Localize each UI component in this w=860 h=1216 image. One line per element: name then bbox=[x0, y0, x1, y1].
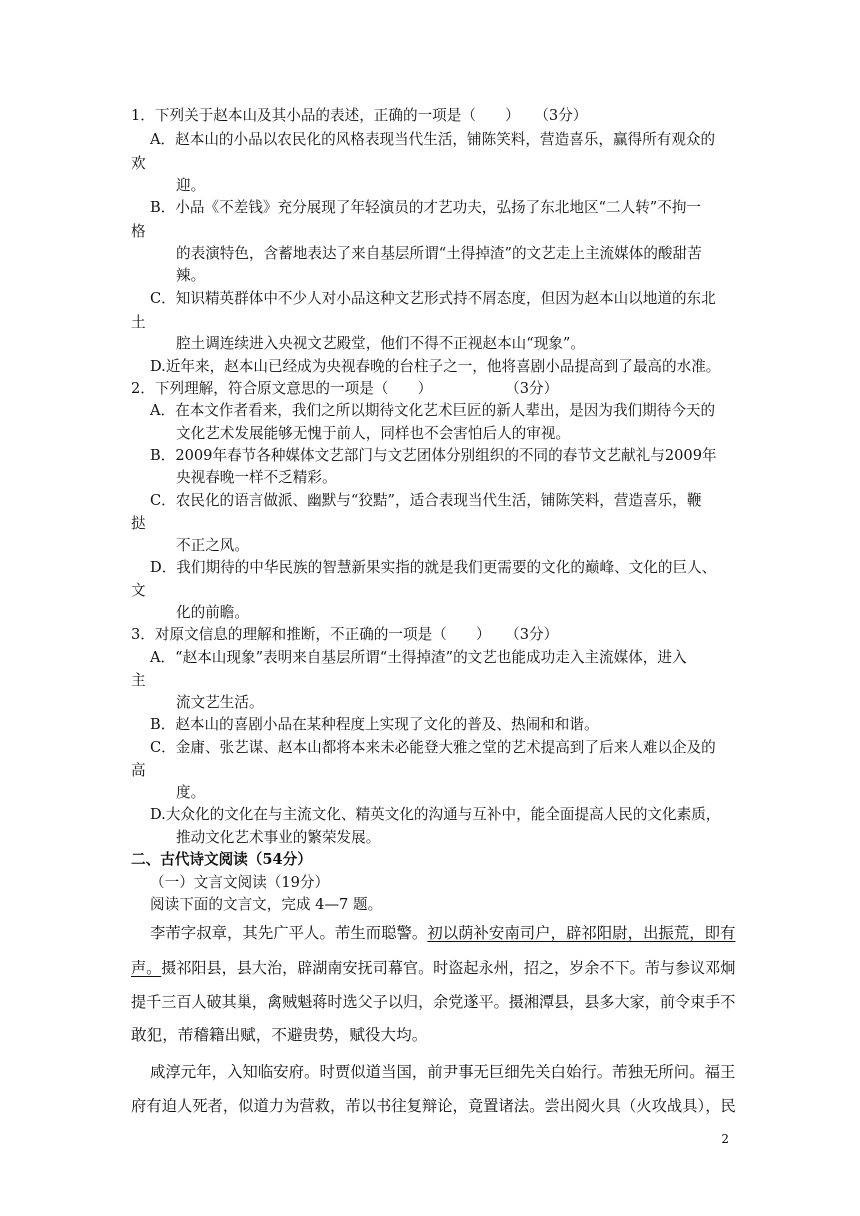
q1-option-a: A．赵本山的小品以农民化的风格表现当代生活，铺陈笑料，营造喜乐，赢得所有观众的 bbox=[150, 131, 716, 148]
underlined-sentence: 初以荫补安南司户，辟祁阳尉，出振荒，即有 bbox=[427, 924, 736, 942]
underlined-sentence-end: 声。 bbox=[131, 959, 162, 977]
q1-option-b-cont: 的表演特色，含蓄地表达了来自基层所谓“土得掉渣”的文艺走上主流媒体的酸甜苦 bbox=[176, 245, 702, 262]
page-number: 2 bbox=[721, 1132, 729, 1146]
q1-option-b-wrap: 格 bbox=[131, 223, 146, 240]
q1-option-c-cont: 腔土调连续进入央视文艺殿堂，他们不得不正视赵本山“现象”。 bbox=[176, 335, 585, 352]
question-3-stem: 3．对原文信息的理解和推断，不正确的一项是（ ） （3分） bbox=[131, 626, 559, 643]
q2-option-c-cont: 不正之风。 bbox=[176, 537, 249, 554]
q2-option-a: A．在本文作者看来，我们之所以期待文化艺术巨匠的新人辈出，是因为我们期待今天的 bbox=[150, 402, 716, 419]
q1-option-c: C．知识精英群体中不少人对小品这种文艺形式持不屑态度，但因为赵本山以地道的东北 bbox=[150, 290, 716, 307]
q1-option-d: D.近年来，赵本山已经成为央视春晚的台柱子之一，他将喜剧小品提高到了最高的水准。 bbox=[150, 358, 721, 375]
passage-text: 摄祁阳县，县大治，辟湖南安抚司幕官。时盗起永州，招之，岁余不下。芾与参议邓炯 bbox=[161, 959, 736, 977]
q2-option-b-cont: 央视春晚一样不乏精彩。 bbox=[176, 469, 337, 486]
q3-option-d: D.大众化的文化在与主流文化、精英文化的沟通与互补中，能全面提高人民的文化素质， bbox=[150, 806, 721, 823]
passage-text: 李芾字叔章，其先广平人。芾生而聪警。 bbox=[150, 924, 428, 942]
q3-option-a-cont: 流文艺生活。 bbox=[176, 694, 264, 711]
q3-option-c-cont: 度。 bbox=[176, 784, 206, 801]
subsection-heading: （一）文言文阅读（19分） bbox=[150, 874, 330, 891]
q1-option-a-cont: 迎。 bbox=[176, 177, 206, 194]
q2-option-d-cont: 化的前瞻。 bbox=[176, 604, 249, 621]
q2-option-c: C．农民化的语言做派、幽默与“狡黠”，适合表现当代生活，铺陈笑料，营造喜乐，鞭 bbox=[150, 492, 702, 509]
question-1-stem: 1．下列关于赵本山及其小品的表述，正确的一项是（ ） （3分） bbox=[131, 107, 588, 124]
q1-option-a-wrap: 欢 bbox=[131, 155, 146, 172]
passage-line bbox=[150, 923, 735, 943]
q2-option-b: B．2009年春节各种媒体文艺部门与文艺团体分别组织的不同的春节文艺献礼与2009年 bbox=[150, 447, 717, 464]
q3-option-d-cont: 推动文化艺术事业的繁荣发展。 bbox=[176, 829, 381, 846]
q3-option-c: C．金庸、张艺谋、赵本山都将本来未必能登大雅之堂的艺术提高到了后来人难以企及的 bbox=[150, 739, 716, 756]
q2-option-a-cont: 文化艺术发展能够无愧于前人，同样也不会害怕后人的审视。 bbox=[176, 425, 571, 442]
q1-option-b: B．小品《不差钱》充分展现了年轻演员的才艺功夫，弘扬了东北地区“二人转”不拘一 bbox=[150, 199, 702, 216]
q1-option-b-cont2: 辣。 bbox=[176, 267, 206, 284]
q3-option-a: A．“赵本山现象”表明来自基层所谓“土得掉渣”的文艺也能成功走入主流媒体，进入 bbox=[150, 649, 687, 666]
section-heading: 二、古代诗文阅读（54分） bbox=[131, 851, 312, 868]
q3-option-b: B．赵本山的喜剧小品在某种程度上实现了文化的普及、热闹和和谐。 bbox=[150, 716, 599, 733]
q3-option-c-wrap: 高 bbox=[131, 762, 146, 779]
reading-instruction: 阅读下面的文言文，完成 4—7 题。 bbox=[150, 896, 383, 913]
passage-line: 咸淳元年，入知临安府。时贾似道当国，前尹事无巨细先关白始行。芾独无所问。福王 bbox=[150, 1063, 736, 1081]
q3-option-a-wrap: 主 bbox=[131, 672, 146, 689]
question-2-stem: 2．下列理解，符合原文意思的一项是（ ） （3分） bbox=[131, 380, 559, 397]
q2-option-d: D．我们期待的中华民族的智慧新果实指的就是我们更需要的文化的巅峰、文化的巨人、 bbox=[150, 559, 717, 576]
passage-line bbox=[131, 958, 735, 978]
q2-option-d-wrap: 文 bbox=[131, 582, 146, 599]
q2-option-c-wrap: 挞 bbox=[131, 515, 146, 532]
passage-line: 提千三百人破其巢，禽贼魁蒋时选父子以归，余党遂平。摄湘潭县，县多大家，前令束手不 bbox=[131, 993, 736, 1011]
passage-line: 敢犯，芾稽籍出赋，不避贵势，赋役大均。 bbox=[131, 1026, 428, 1044]
passage-line: 府有迫人死者，似道力为营救，芾以书往复辩论，竟置诸法。尝出阅火具（火攻战具），民 bbox=[131, 1097, 736, 1115]
q1-option-c-wrap: 土 bbox=[131, 314, 146, 331]
